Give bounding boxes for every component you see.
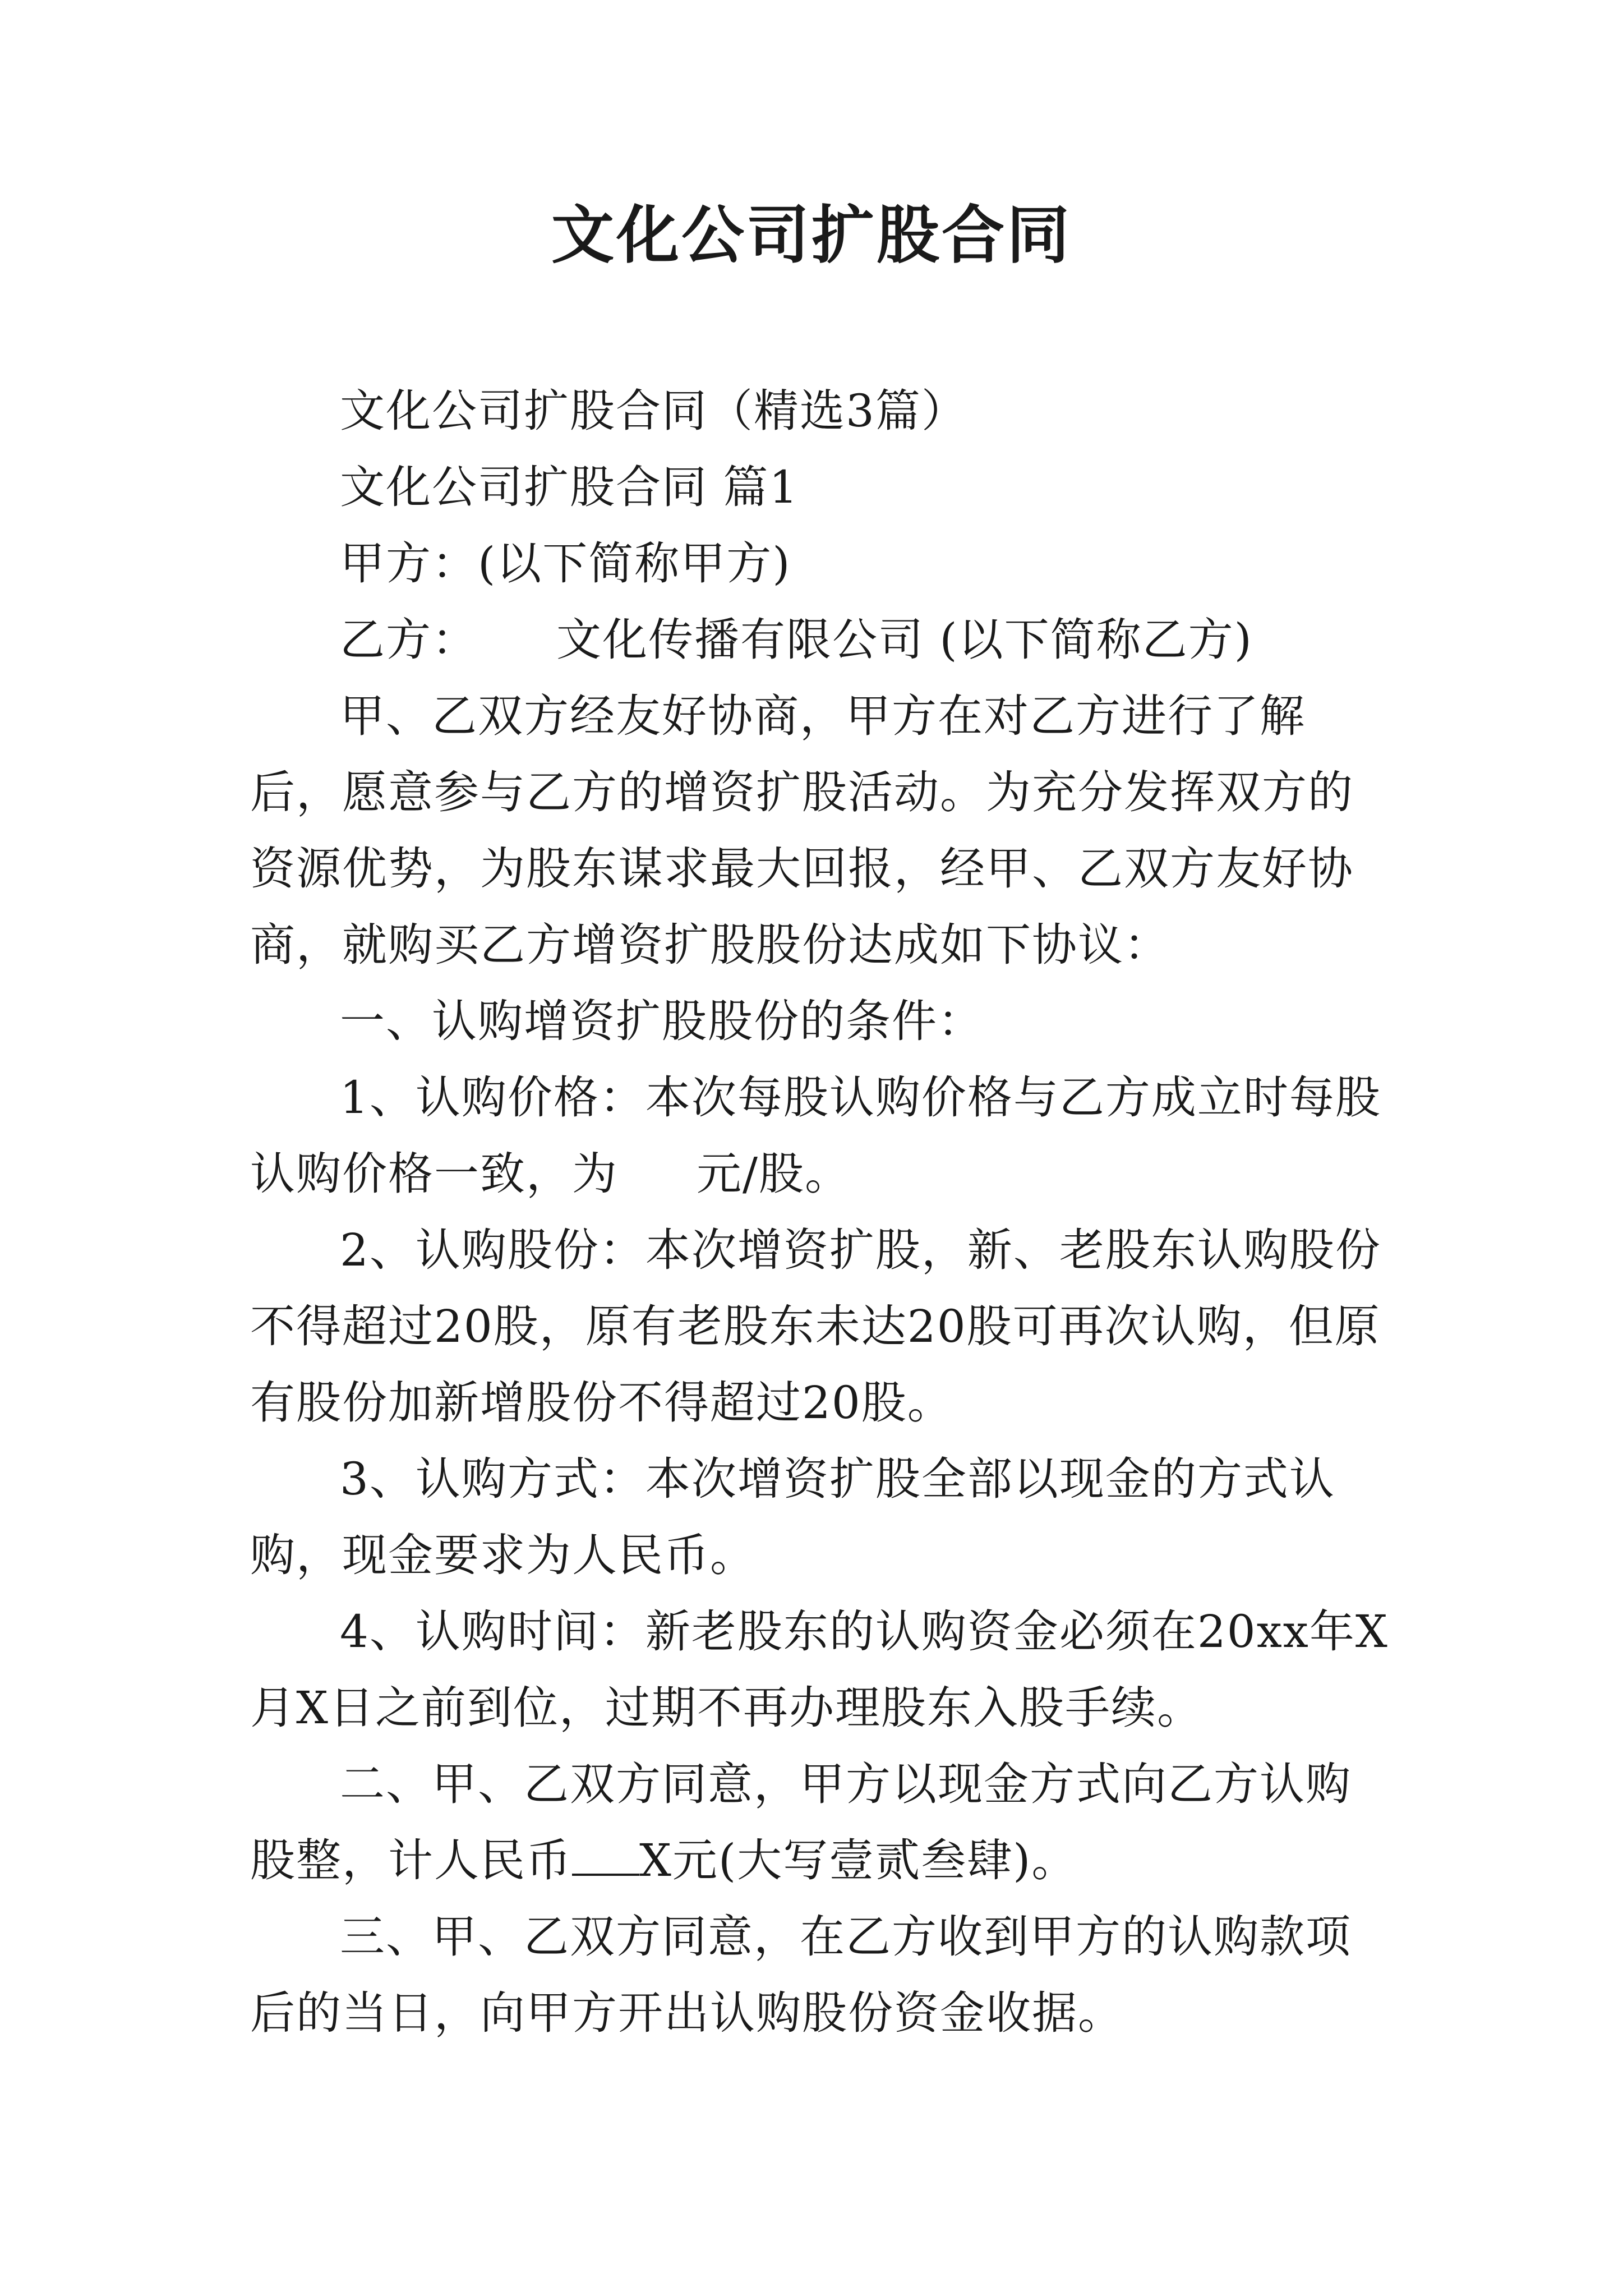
clause-1-item-3: 3、认购方式：本次增资扩股全部以现金的方式认购，现金要求为人民币。 <box>250 1453 1335 1581</box>
clause-2-text-b: X元(大写壹贰叁肆)。 <box>639 1834 1078 1887</box>
intro-paragraph: 甲、乙双方经友好协商，甲方在对乙方进行了解后，愿意参与乙方的增资扩股活动。为充分发挥双方的资源优势，为股东谋求最大回报，经甲、乙双方友好协商，就购买乙方增资扩股股份达成如下协议： <box>250 690 1354 971</box>
clause-2-text-a: 二、甲、乙双方同意，甲方以现金方式向乙方认购股整，计人民币 <box>250 1758 1352 1887</box>
amount-blank <box>572 1833 639 1876</box>
party-a-line: 甲方：(以下简称甲方) <box>340 537 791 590</box>
party-b-name: 文化传播有限公司 (以下简称乙方) <box>556 614 1253 666</box>
item-1-text-a: 1、认购价格：本次每股认购价格与乙方成立时每股认购价格一致，为 <box>250 1071 1381 1200</box>
item-1-text-b: 元/股。 <box>697 1148 851 1200</box>
document-body <box>250 373 1394 2051</box>
document-title: 文化公司扩股合同 <box>551 199 1072 272</box>
clause-1-heading: 一、认购增资扩股股份的条件： <box>340 995 984 1047</box>
party-b-label: 乙方： <box>340 614 478 666</box>
subtitle: 文化公司扩股合同（精选3篇） <box>340 385 967 437</box>
clause-1-item-2: 2、认购股份：本次增资扩股，新、老股东认购股份不得超过20股，原有老股东未达20股可再次认购，但原有股份加新增股份不得超过20股。 <box>250 1224 1381 1429</box>
section-heading: 文化公司扩股合同 篇1 <box>340 461 799 513</box>
clause-2 <box>250 1746 1394 1899</box>
party-b-line <box>250 602 1394 678</box>
clause-1-item-4: 4、认购时间：新老股东的认购资金必须在20xx年X月X日之前到位，过期不再办理股东入股手续。 <box>250 1605 1389 1734</box>
clause-1-item-1 <box>250 1060 1394 1212</box>
clause-3: 三、甲、乙双方同意，在乙方收到甲方的认购款项后的当日，向甲方开出认购股份资金收据。 <box>250 1911 1352 2039</box>
